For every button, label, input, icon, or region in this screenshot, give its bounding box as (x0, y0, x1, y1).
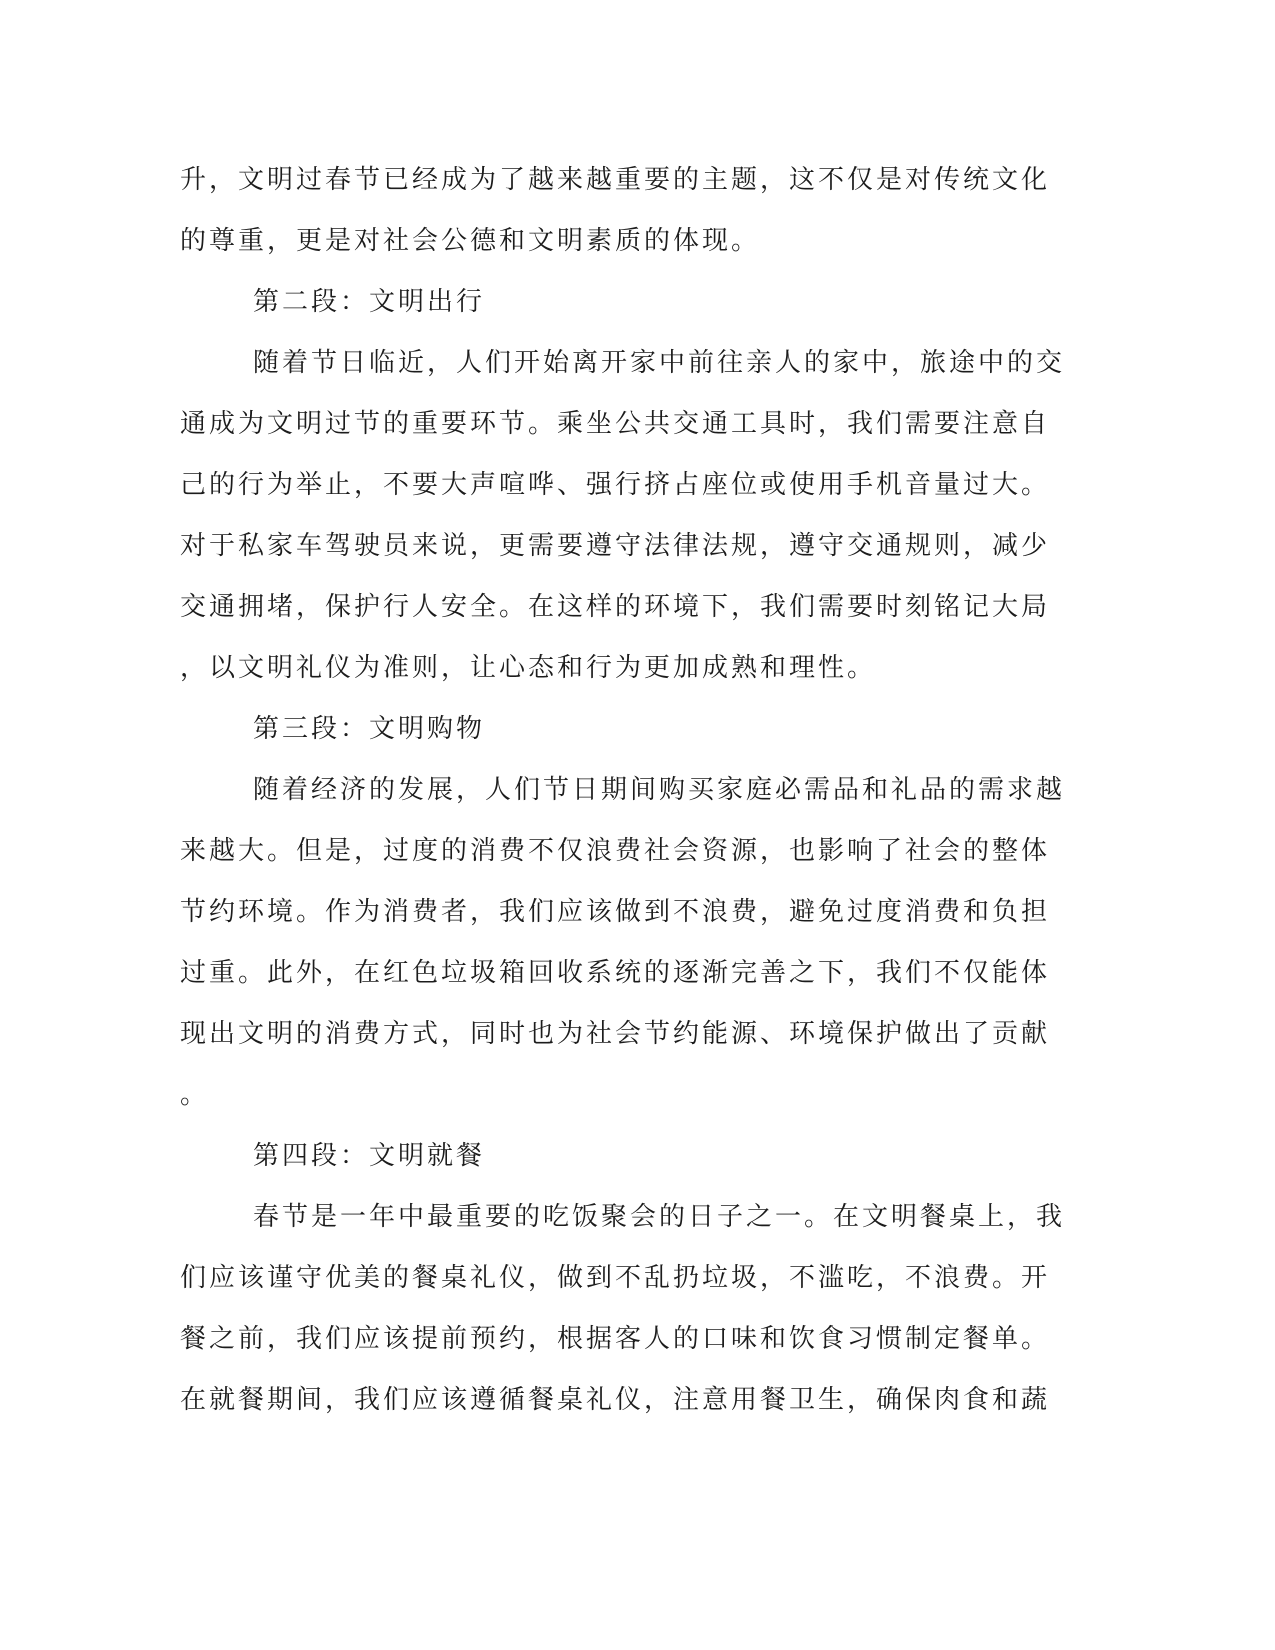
body-line: 通成为文明过节的重要环节。乘坐公共交通工具时，我们需要注意自 (180, 409, 1051, 439)
body-line: 随着经济的发展，人们节日期间购买家庭必需品和礼品的需求越 (253, 775, 1066, 805)
body-line: 节约环境。作为消费者，我们应该做到不浪费，避免过度消费和负担 (180, 897, 1051, 927)
body-line: 餐之前，我们应该提前预约，根据客人的口味和饮食习惯制定餐单。 (180, 1324, 1051, 1354)
body-line: 。 (180, 1080, 210, 1110)
body-line: 随着节日临近，人们开始离开家中前往亲人的家中，旅途中的交 (253, 348, 1066, 378)
body-line: 过重。此外，在红色垃圾箱回收系统的逐渐完善之下，我们不仅能体 (180, 958, 1051, 988)
body-line: 春节是一年中最重要的吃饭聚会的日子之一。在文明餐桌上，我 (253, 1202, 1066, 1232)
body-line: 对于私家车驾驶员来说，更需要遵守法律法规，遵守交通规则，减少 (180, 531, 1051, 561)
body-line: 们应该谨守优美的餐桌礼仪，做到不乱扔垃圾，不滥吃，不浪费。开 (180, 1263, 1051, 1293)
body-line: ，以文明礼仪为准则，让心态和行为更加成熟和理性。 (180, 653, 877, 683)
body-line: 升，文明过春节已经成为了越来越重要的主题，这不仅是对传统文化 (180, 165, 1051, 195)
body-line: 的尊重，更是对社会公德和文明素质的体现。 (180, 226, 761, 256)
section-heading-3: 第三段：文明购物 (253, 714, 486, 744)
body-line: 交通拥堵，保护行人安全。在这样的环境下，我们需要时刻铭记大局 (180, 592, 1051, 622)
section-heading-2: 第二段：文明出行 (253, 287, 486, 317)
body-line: 来越大。但是，过度的消费不仅浪费社会资源，也影响了社会的整体 (180, 836, 1051, 866)
body-line: 在就餐期间，我们应该遵循餐桌礼仪，注意用餐卫生，确保肉食和蔬 (180, 1385, 1051, 1415)
body-line: 现出文明的消费方式，同时也为社会节约能源、环境保护做出了贡献 (180, 1019, 1051, 1049)
body-line: 己的行为举止，不要大声喧哗、强行挤占座位或使用手机音量过大。 (180, 470, 1051, 500)
document-body (180, 150, 1066, 1431)
section-heading-4: 第四段：文明就餐 (253, 1141, 486, 1171)
